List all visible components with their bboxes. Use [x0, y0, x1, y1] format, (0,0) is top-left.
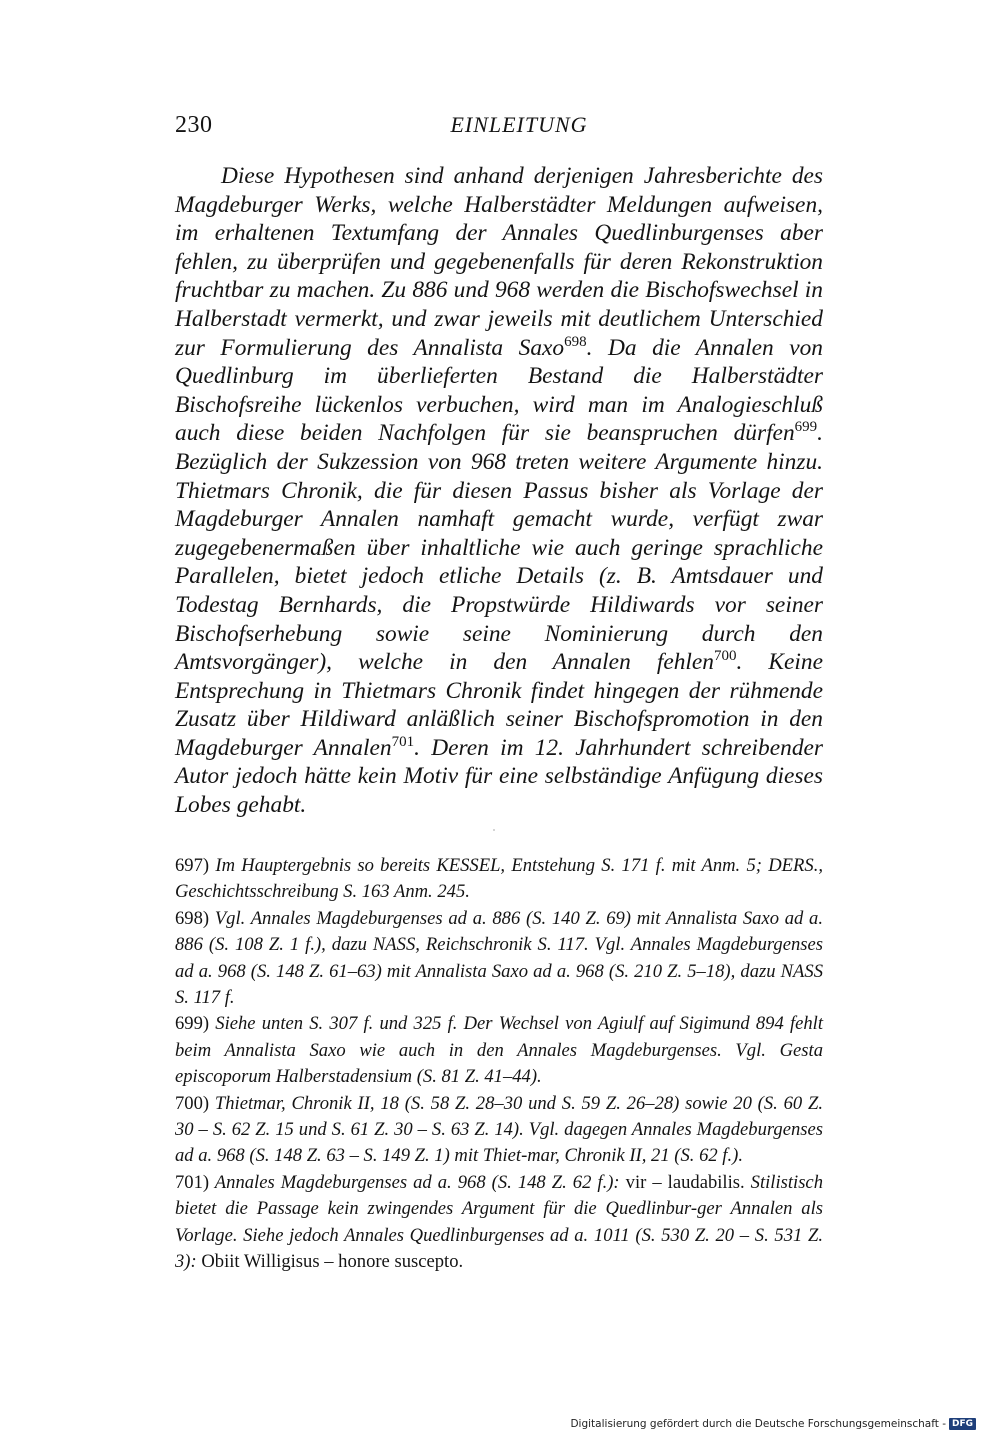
footnote-ref: 700 — [714, 648, 737, 665]
footnote-text: Im Hauptergebnis so bereits KESSEL, Entstehung S. 171 f. mit Anm. 5; DERS., Geschichtsschreibung S. 163 Anm. 245. — [175, 855, 823, 903]
footnote-number: 699) — [175, 1013, 210, 1035]
footnotes — [175, 853, 823, 1276]
footnote-text: Annales Magdeburgenses ad a. 968 (S. 148 Z. 62 f.): — [214, 1171, 620, 1193]
text-segment: . Keine Entsprechung in Thietmars Chronik findet hingegen der rühmende Zusatz über Hildiward anläßlich seiner Bischofspromotion in den Magdeburger Annalen — [175, 649, 823, 761]
footnote-text: Thietmar, Chronik II, 18 (S. 58 Z. 28–30 und S. 59 Z. 26–28) sowie 20 (S. 60 Z. 30 – S. 62 Z. 15 und S. 61 Z. 30 – S. 63 Z. 14). Vgl. dagegen Annales Magdeburgenses ad a. 968 (S. 148 Z. 63 – S. 149 Z. 1) mit Thiet-mar, Chronik II, 21 (S. 62 f.). — [175, 1092, 823, 1167]
footnote-number: 700) — [175, 1092, 210, 1114]
digitization-notice — [570, 1418, 976, 1430]
footnote-number: 697) — [175, 855, 210, 876]
footnote-number: 701) — [175, 1171, 210, 1193]
footnote-number: 698) — [175, 907, 210, 929]
footnote — [175, 906, 823, 1012]
footnote — [175, 1170, 823, 1276]
footnote — [175, 1011, 823, 1090]
text-segment: . Bezüglich der Sukzession von 968 treten weitere Argumente hinzu. Thietmars Chronik, die für diesen Passus bisher als Vorlage der Magdeburger Annalen namhaft gemacht wurde, verfügt zwar zugegebenermaßen über inhaltliche wie auch geringe sprachliche Parallelen, bietet jedoch etliche Details (z. B. Amtsdauer und Todestag Bernhards, die Propstwürde Hildiwards vor seiner Bischofserhebung sowie seine Nominierung durch den Amtsvorgänger), welche in den Annalen fehlen — [175, 420, 823, 676]
page-header — [175, 112, 823, 146]
main-text — [175, 162, 823, 820]
footnote-ref: 698 — [564, 333, 587, 350]
footnote-ref: 699 — [794, 419, 818, 436]
footnote — [175, 1091, 823, 1170]
footnote-quote: vir – laudabilis. — [625, 1171, 745, 1193]
main-paragraph — [175, 162, 823, 820]
footnote — [175, 853, 823, 906]
page-number: 230 — [175, 112, 213, 138]
running-title: EINLEITUNG — [450, 112, 588, 137]
footnote-quote: Obiit Willigisus – honore suscepto. — [201, 1251, 464, 1273]
footnote-ref: 701 — [391, 734, 415, 751]
footnote-text: Siehe unten S. 307 f. und 325 f. Der Wechsel von Agiulf auf Sigimund 894 fehlt beim Annalista Saxo wie auch in den Annales Magdeburgenses. Vgl. Gesta episcoporum Halberstadensium (S. 81 Z. 41–44). — [175, 1013, 824, 1088]
text-segment: . Da die Annalen von Quedlinburg im überlieferten Bestand die Halberstädter Bischofsreihe lückenlos verbuchen, wird man im Analogieschluß auch diese beiden Nachfolgen für sie beanspruchen dürfen — [175, 334, 823, 447]
separator-dot — [493, 829, 495, 831]
text-segment: . Deren im 12. Jahrhundert schreibender Autor jedoch hätte kein Motiv für eine selbständige Anfügung dieses Lobes gehabt. — [175, 734, 824, 819]
dfg-logo: DFG — [949, 1418, 976, 1430]
footnote-text: Stilistisch bietet die Passage kein zwingendes Argument für die Quedlinbur-ger Annalen als Vorlage. Siehe jedoch Annales Quedlinburgenses ad a. 1011 (S. 530 Z. 20 – S. 531 Z. 3): — [175, 1171, 823, 1273]
text-segment: Diese Hypothesen sind anhand derjenigen Jahresberichte des Magdeburger Werks, welche Halberstädter Meldungen aufweisen, im erhaltenen Textumfang der Annales Quedlinburgenses aber fehlen, zu überprüfen und gegebenenfalls für deren Rekonstruktion fruchtbar zu machen. Zu 886 und 968 werden die Bischofswechsel in Halberstadt vermerkt, und zwar jeweils mit deutlichem Unterschied zur Formulierung des Annalista Saxo — [175, 163, 823, 361]
footnote-text: Vgl. Annales Magdeburgenses ad a. 886 (S. 140 Z. 69) mit Annalista Saxo ad a. 886 (S. 108 Z. 1 f.), dazu NASS, Reichschronik S. 117. Vgl. Annales Magdeburgenses ad a. 968 (S. 148 Z. 61–63) mit Annalista Saxo ad a. 968 (S. 210 Z. 5–18), dazu NASS S. 117 f. — [175, 907, 823, 1009]
digitization-text: Digitalisierung gefördert durch die Deutsche Forschungsgemeinschaft - — [570, 1418, 946, 1430]
